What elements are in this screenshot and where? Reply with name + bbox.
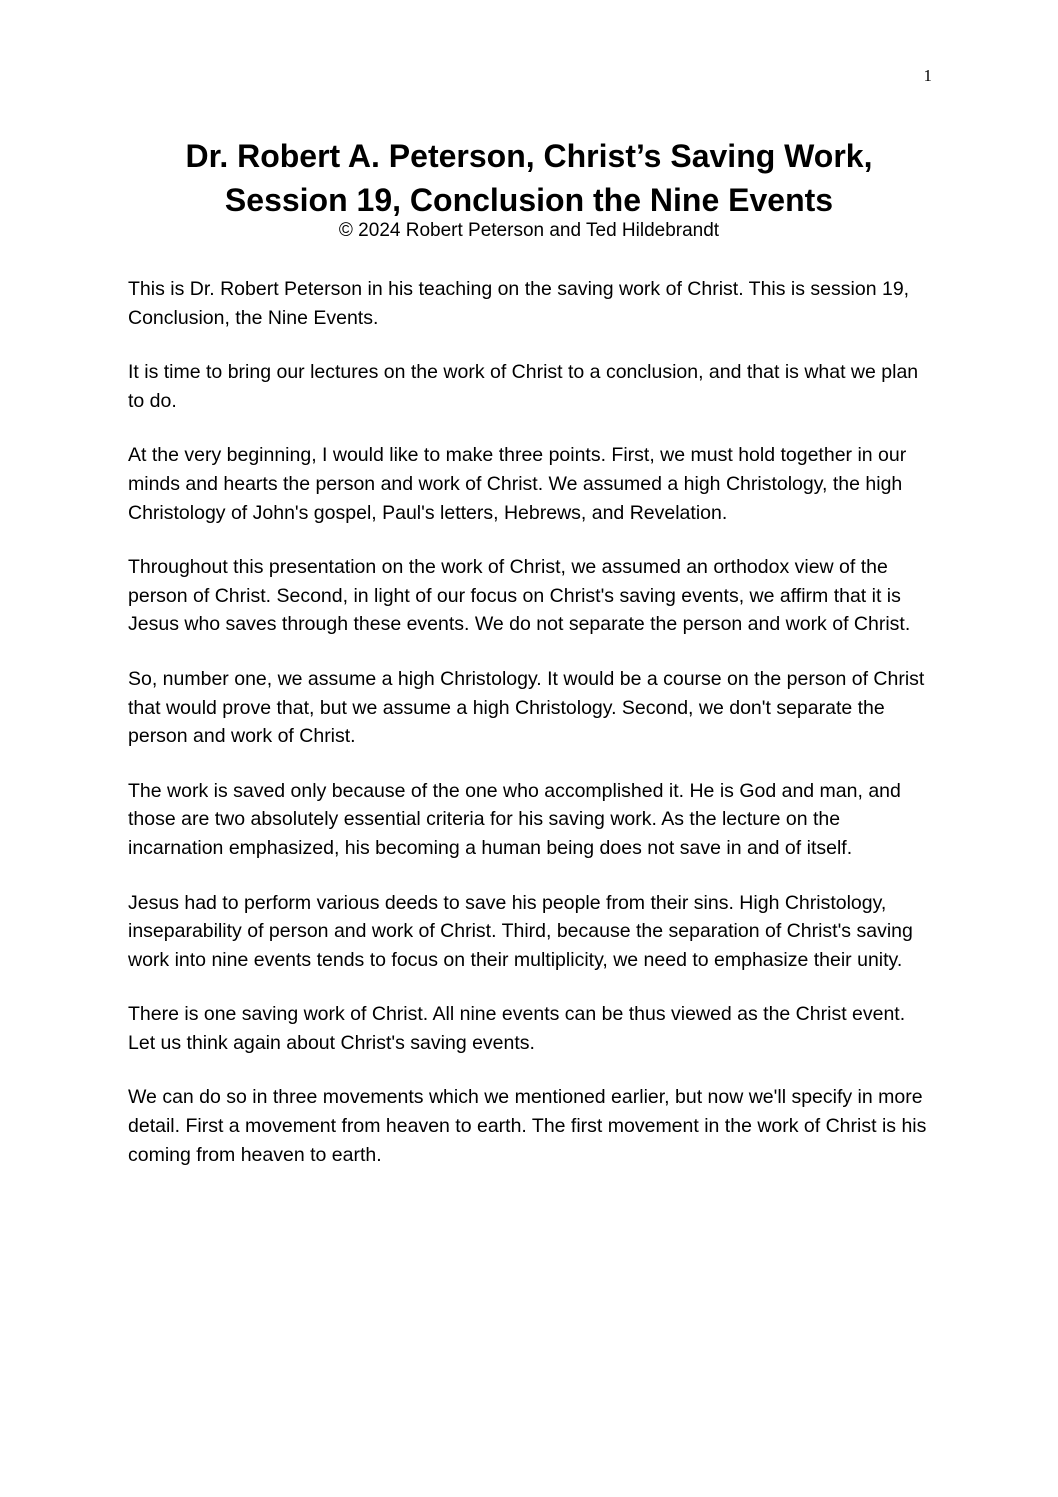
paragraph: We can do so in three movements which we mentioned earlier, but now we'll specify in more detail. First a movement from heaven to earth. The first movement in the work of Christ is his coming from heaven to earth. <box>128 1086 927 1166</box>
paragraph: Jesus had to perform various deeds to save his people from their sins. High Christology, inseparability of person and work of Christ. Third, because the separation of Christ's saving work into nine events tends to focus on their multiplicity, we need to emphasize their unity. <box>128 891 913 971</box>
paragraph: It is time to bring our lectures on the work of Christ to a conclusion, and that is what we plan to do. <box>128 361 919 412</box>
paragraph: So, number one, we assume a high Christology. It would be a course on the person of Christ that would prove that, but we assume a high Christology. Second, we don't separate the person and work of Christ. <box>128 667 925 748</box>
paragraph: There is one saving work of Christ. All nine events can be thus viewed as the Christ event. Let us think again about Christ's saving events. <box>128 1003 906 1054</box>
copyright-notice: © 2024 Robert Peterson and Ted Hildebrandt <box>338 220 720 241</box>
title-line-2: Session 19, Conclusion the Nine Events <box>224 182 834 218</box>
paragraph: Throughout this presentation on the work of Christ, we assumed an orthodox view of the person of Christ. Second, in light of our focus on Christ's saving events, we affirm that it is Jesus who saves through these events. We do not separate the person and work of Christ. <box>128 556 911 636</box>
paragraph: This is Dr. Robert Peterson in his teaching on the saving work of Christ. This is session 19, Conclusion, the Nine Events. <box>128 278 910 329</box>
paragraph: At the very beginning, I would like to make three points. First, we must hold together in our minds and hearts the person and work of Christ. We assumed a high Christology, the high Christology of John's gospel, Paul's letters, Hebrews, and Revelation. <box>128 444 907 524</box>
title-line-1: Dr. Robert A. Peterson, Christ’s Saving Work, <box>185 138 873 174</box>
paragraph: The work is saved only because of the one who accomplished it. He is God and man, and those are two absolutely essential criteria for his saving work. As the lecture on the incarnation emphasized, his becoming a human being does not save in and of itself. <box>128 779 901 859</box>
page-number: 1 <box>923 66 932 85</box>
document-title <box>0 134 1058 222</box>
document-body <box>128 275 932 1195</box>
